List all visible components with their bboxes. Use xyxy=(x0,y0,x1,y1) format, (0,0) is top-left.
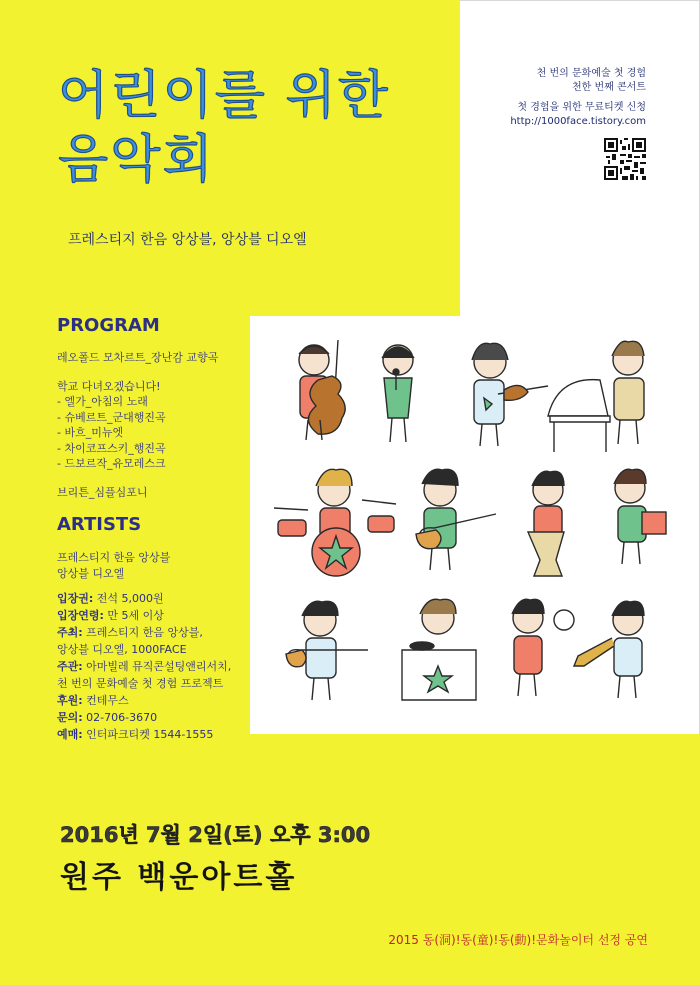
admission-value: 전석 5,000원 xyxy=(96,592,164,605)
page-title xyxy=(58,64,390,192)
singer-figure xyxy=(382,345,414,442)
pianist-figure xyxy=(548,341,644,452)
artists-list xyxy=(57,550,170,581)
title-line-2: 음악회 xyxy=(58,130,215,190)
host-value-cont: 앙상블 디오엘, 1000FACE xyxy=(57,643,187,656)
title-line-1: 어린이를 위한 xyxy=(58,66,390,126)
side-line-1: 천 번의 문화예술 첫 경험 xyxy=(536,68,646,79)
program-item: - 슈베르트_군대행진곡 xyxy=(57,410,166,424)
booking-value: 인터파크티켓 1544-1555 xyxy=(86,728,214,741)
guitarist-figure xyxy=(416,469,496,570)
artist-item: 앙상블 디오엘 xyxy=(57,566,125,580)
side-line-3: 첫 경험을 위한 무료티켓 신청 xyxy=(517,102,646,113)
host-label: 주최: xyxy=(57,626,83,639)
musicians-illustration xyxy=(258,320,700,734)
organizer-label: 주관: xyxy=(57,660,83,673)
program-item: - 차이코프스키_행진곡 xyxy=(57,441,166,455)
age-label: 입장연령: xyxy=(57,609,104,622)
event-date: 2016년 7월 2일(토) 오후 3:00 xyxy=(60,823,371,847)
host-value: 프레스티지 한음 앙상블, xyxy=(86,626,203,639)
program-item: 브리튼_심플심포니 xyxy=(57,485,148,499)
artists-heading: ARTISTS xyxy=(57,514,142,535)
performers-subtitle: 프레스티지 한음 앙상블, 앙상블 디오엘 xyxy=(68,232,307,248)
violinist-figure xyxy=(472,343,548,446)
admission-label: 입장권: xyxy=(57,592,94,605)
side-line-2: 천한 번째 콘서트 xyxy=(572,82,646,93)
inquiry-label: 문의: xyxy=(57,711,83,724)
program-item: - 엘가_아침의 노래 xyxy=(57,395,148,408)
trumpet-player-figure xyxy=(574,601,644,698)
qr-code-icon[interactable] xyxy=(604,138,646,180)
footer-note: 2015 동(洞)!동(童)!동(動)!문화놀이터 선정 공연 xyxy=(388,933,648,947)
age-value: 만 5세 이상 xyxy=(107,609,164,622)
accordion-player-figure xyxy=(614,469,666,564)
double-bass-player-figure xyxy=(299,340,345,440)
organizer-value: 아마빌레 뮤직콘설팅앤리서치, xyxy=(86,660,232,673)
program-item: 레오폴드 모차르트_장난감 교향곡 xyxy=(57,351,219,364)
tambourine-player-figure xyxy=(512,599,574,696)
sponsor-label: 후원: xyxy=(57,694,83,707)
djembe-player-figure xyxy=(528,471,564,576)
drummer-figure xyxy=(274,469,396,576)
program-item: - 바흐_미뉴엣 xyxy=(57,426,124,439)
artist-item: 프레스티지 한음 앙상블 xyxy=(57,551,171,564)
program-list xyxy=(57,350,218,500)
event-venue: 원주 백운아트홀 xyxy=(60,860,298,895)
organizer-value-cont: 천 번의 문화예술 첫 경험 프로젝트 xyxy=(57,677,224,690)
ticket-url-link[interactable]: http://1000face.tistory.com xyxy=(510,116,646,127)
booking-label: 예매: xyxy=(57,728,83,741)
dj-figure xyxy=(402,599,476,700)
sponsor-value: 컨테무스 xyxy=(86,694,129,707)
ticket-info xyxy=(510,67,646,129)
program-item: 학교 다녀오겠습니다! xyxy=(57,379,161,393)
program-heading: PROGRAM xyxy=(57,315,160,336)
inquiry-value: 02-706-3670 xyxy=(86,711,158,724)
ukulele-player-figure xyxy=(286,601,368,700)
event-info xyxy=(57,590,231,743)
program-item: - 드보르작_유모레스크 xyxy=(57,457,166,470)
